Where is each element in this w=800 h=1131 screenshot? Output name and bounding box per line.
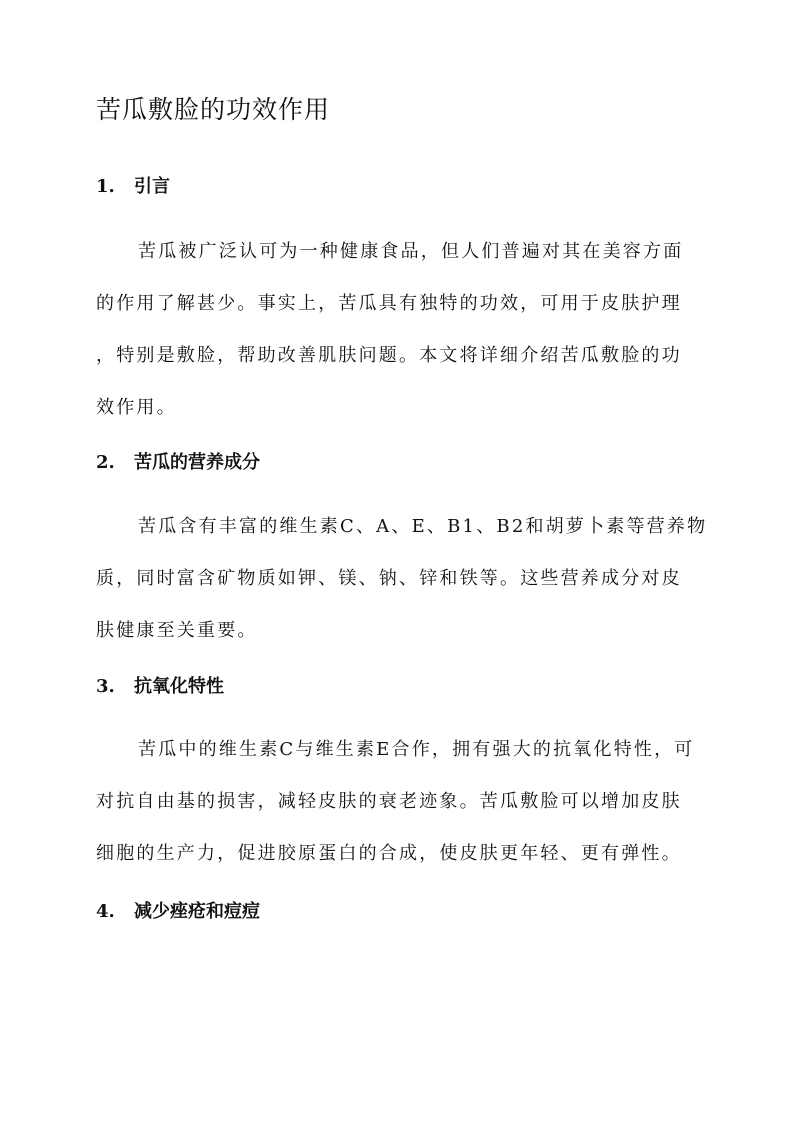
section-number: 4.: [96, 901, 115, 922]
section-number: 2.: [96, 452, 115, 473]
paragraph-line: 效作用。: [96, 397, 177, 418]
section-title: 减少痤疮和痘痘: [134, 901, 260, 922]
section-title: 引言: [134, 176, 170, 197]
paragraph-line: 苦瓜被广泛认可为一种健康食品，但人们普遍对其在美容方面: [138, 241, 684, 262]
paragraph-line: ，特别是敷脸，帮助改善肌肤问题。本文将详细介绍苦瓜敷脸的功: [96, 345, 682, 366]
section-paragraph-3: [96, 724, 706, 880]
paragraph-line: 苦瓜含有丰富的维生素C、A、E、B1、B2和胡萝卜素等营养物: [138, 516, 708, 537]
section-number: 3.: [96, 676, 115, 697]
section-heading-2: [96, 449, 260, 477]
paragraph-line: 质，同时富含矿物质如钾、镁、钠、锌和铁等。这些营养成分对皮: [96, 568, 682, 589]
paragraph-line: 肤健康至关重要。: [96, 620, 258, 641]
document-title: 苦瓜敷脸的功效作用: [96, 95, 331, 124]
section-paragraph-1: [96, 226, 706, 434]
section-paragraph-2: [96, 501, 706, 657]
section-title: 抗氧化特性: [134, 676, 224, 697]
section-heading-3: [96, 673, 224, 701]
paragraph-line: 苦瓜中的维生素C与维生素E合作，拥有强大的抗氧化特性，可: [138, 739, 695, 760]
section-heading-4: [96, 898, 260, 926]
section-heading-1: [96, 173, 170, 201]
paragraph-line: 细胞的生产力，促进胶原蛋白的合成，使皮肤更年轻、更有弹性。: [96, 843, 682, 864]
section-title: 苦瓜的营养成分: [134, 452, 260, 473]
section-number: 1.: [96, 176, 115, 197]
paragraph-line: 的作用了解甚少。事实上，苦瓜具有独特的功效，可用于皮肤护理: [96, 293, 682, 314]
paragraph-line: 对抗自由基的损害，减轻皮肤的衰老迹象。苦瓜敷脸可以增加皮肤: [96, 791, 682, 812]
